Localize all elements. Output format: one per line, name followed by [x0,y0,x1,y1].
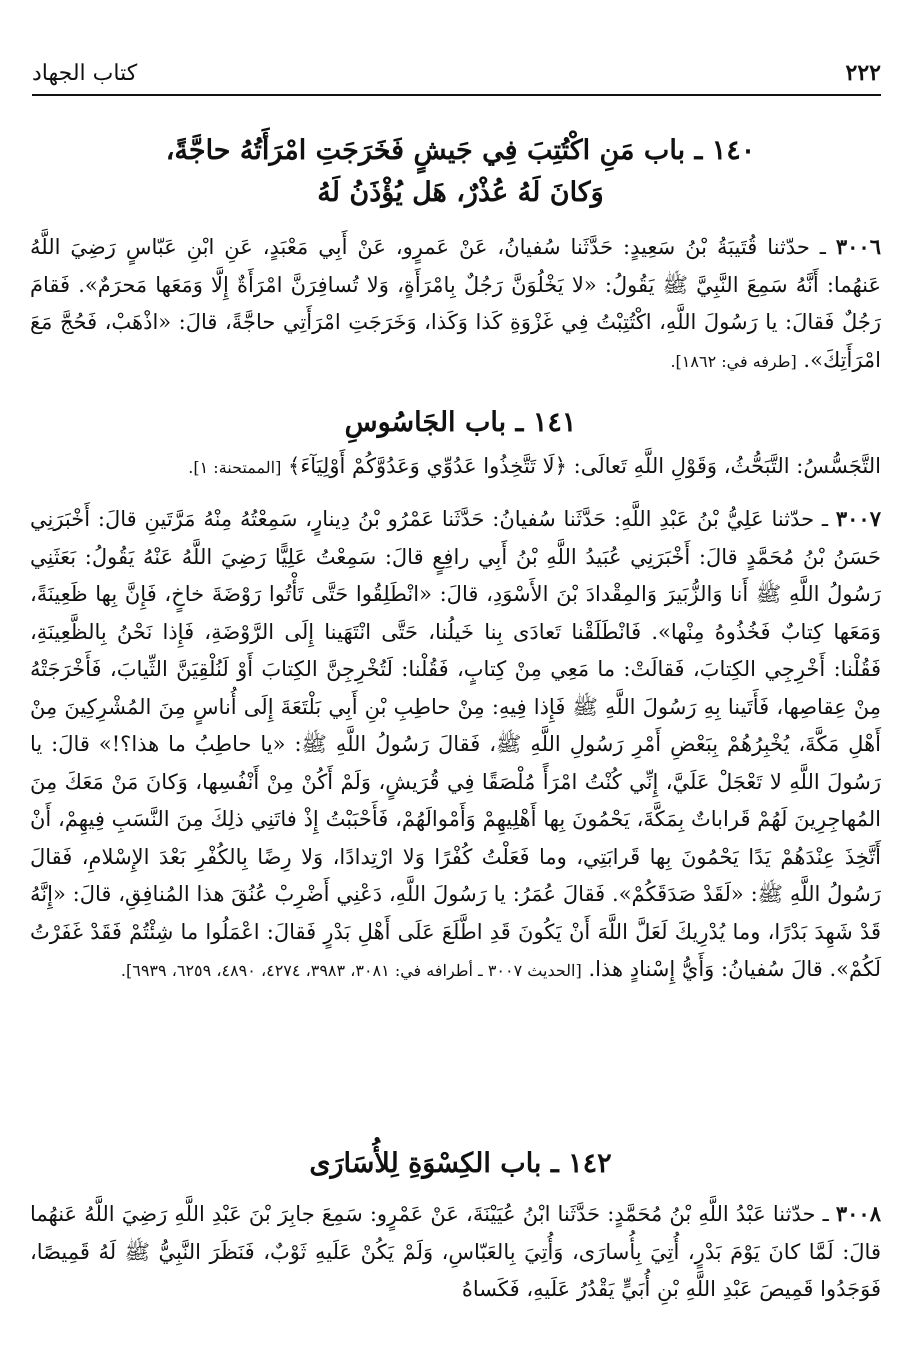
running-header [32,56,881,90]
hadith-3008 [30,1195,881,1309]
page-number: ٢٢٢ [845,60,881,86]
intro-reference: [الممتحنة: ١]. [188,458,282,477]
hadith-number: ٣٠٠٦ [835,234,881,259]
intro-text: التَّجَسُّسُ: التَّبَحُّثُ، وَقَوْلِ اللَّهِ تَعالَى: ﴿لَا تَتَّخِذُوا عَدُوِّي وَعَدُوَّكُمْ أَوْلِيَآءَ﴾ [288,454,881,478]
chapter-141-title: ١٤١ ـ باب الجَاسُوسِ [344,407,577,438]
chapter-140-title-line1: ١٤٠ ـ باب مَنِ اكْتُتِبَ فِي جَيشٍ فَخَرَجَتِ امْرَأَتُهُ حاجَّةً، [165,135,756,166]
header-rule [32,94,881,96]
chapter-141-heading [60,402,861,444]
hadith-number: ٣٠٠٨ [835,1201,881,1226]
book-title: كتاب الجهاد [32,60,138,86]
hadith-text: ـ حدّثنا عَبْدُ اللَّهِ بْنُ مُحَمَّدٍ: حَدَّثَنا ابْنُ عُيَيْنَةَ، عَنْ عَمْرٍو: سَمِعَ جابِرَ بْنَ عَبْدِ اللَّهِ رَضِيَ اللَّهُ عَنهُما قالَ: لَمَّا كانَ يَوْمَ بَدْرٍ، أُتِيَ بِأُسارَى، وَأُتِيَ بِالعَبّاسِ، وَلَمْ يَكُنْ عَلَيهِ ثَوْبٌ، فَنَظَرَ النَّبِيُّ ﷺ لَهُ قَمِيصًا، فَوَجَدُوا قَمِيصَ عَبْدِ اللَّهِ بْنِ أُبَيٍّ يَقْدُرُ عَلَيهِ، فَكَساهُ [30,1202,881,1301]
hadith-3006 [30,228,881,380]
chapter-140-title-line2: وَكانَ لَهُ عُذْرٌ، هَل يُؤْذَنُ لَهُ [317,177,604,208]
chapter-142-title: ١٤٢ ـ باب الكِسْوَةِ لِلأُسَارَى [309,1148,612,1179]
hadith-reference: [الحديث ٣٠٠٧ ـ أطرافه في: ٣٠٨١، ٣٩٨٣، ٤٢٧٤، ٤٨٩٠، ٦٢٥٩، ٦٩٣٩]. [120,961,582,980]
chapter-142-heading [60,1143,861,1185]
hadith-text: ـ حدّثنا عَلِيُّ بْنُ عَبْدِ اللَّهِ: حَدَّثَنا سُفيانُ: حَدَّثَنا عَمْرُو بْنُ دِينارٍ، سَمِعْتُهُ مِنْهُ مَرَّتَينِ قالَ: أَخْبَرَنِي حَسَنُ بْنُ مُحَمَّدٍ قالَ: أَخْبَرَنِي عُبَيدُ اللَّهِ بْنُ أَبِي رافِعٍ قالَ: سَمِعْتُ عَلِيًّا رَضِيَ اللَّهُ عَنْهُ يَقُولُ: بَعَثَنِي رَسُولُ اللَّهِ ﷺ أَنا وَالزُّبَيرَ وَالمِقْدادَ بْنَ الأَسْوَدِ، قالَ: «انْطَلِقُوا حَتَّى تَأْتُوا رَوْضَةَ خاخٍ، فَإِنَّ بِها ظَعِينَةً، وَمَعَها كِتابٌ فَخُذُوهُ مِنْها». فَانْطَلَقْنا تَعادَى بِنا خَيلُنا، حَتَّى انْتَهَينا إِلَى الرَّوْضَةِ، فَإِذا نَحْنُ بِالظَّعِينَةِ، فَقُلْنا: أَخْرِجِي الكِتابَ، فَقالَتْ: ما مَعِي مِنْ كِتابٍ، فَقُلْنا: لَتُخْرِجِنَّ الكِتابَ أَوْ لَنُلْقِيَنَّ الثِّيابَ، فَأَخْرَجَتْهُ مِنْ عِقاصِها، فَأَتَينا بِهِ رَسُولَ اللَّهِ ﷺ فَإِذا فِيهِ: مِنْ حاطِبِ بْنِ أَبِي بَلْتَعَةَ إِلَى أُناسٍ مِنَ المُشْرِكِينَ مِنْ أَهْلِ مَكَّةَ، يُخْبِرُهُمْ بِبَعْضِ أَمْرِ رَسُولِ اللَّهِ ﷺ، فَقالَ رَسُولُ اللَّهِ ﷺ: «يا حاطِبُ ما هذا؟!» قالَ: يا رَسُولَ اللَّهِ لا تَعْجَلْ عَلَيَّ، إِنِّي كُنْتُ امْرَأً مُلْصَقًا فِي قُرَيشٍ، وَلَمْ أَكُنْ مِنْ أَنْفُسِها، وَكانَ مَنْ مَعَكَ مِنَ المُهاجِرِينَ لَهُمْ قَراباتٌ بِمَكَّةَ، يَحْمُونَ بِها أَهْلِيهِمْ وَأَمْوالَهُمْ، فَأَحْبَبْتُ إِذْ فاتَنِي ذلِكَ مِنَ النَّسَبِ فِيهِمْ، أَنْ أَتَّخِذَ عِنْدَهُمْ يَدًا يَحْمُونَ بِها قَرابَتِي، وما فَعَلْتُ كُفْرًا وَلا ارْتِدادًا، وَلا رِضًا بِالكُفْرِ بَعْدَ الإِسْلامِ، فَقالَ رَسُولُ اللَّهِ ﷺ: «لَقَدْ صَدَقَكُمْ». فَقالَ عُمَرُ: يا رَسُولَ اللَّهِ، دَعْنِي أَضْرِبْ عُنُقَ هذا المُنافِقِ، قالَ: «إِنَّهُ قَدْ شَهِدَ بَدْرًا، وما يُدْرِيكَ لَعَلَّ اللَّهَ أَنْ يَكُونَ قَدِ اطَّلَعَ عَلَى أَهْلِ بَدْرٍ فَقالَ: اعْمَلُوا ما شِئْتُمْ فَقَدْ غَفَرْتُ لَكُمْ». قالَ سُفيانُ: وَأَيُّ إِسْنادٍ هذا. [30,507,881,981]
chapter-141-intro [30,448,881,487]
chapter-140-heading [60,130,861,214]
hadith-text: ـ حدّثنا قُتَيبَةُ بْنُ سَعِيدٍ: حَدَّثَنا سُفيانُ، عَنْ عَمرٍو، عَنْ أَبِي مَعْبَدٍ، عَنِ ابْنِ عَبّاسٍ رَضِيَ اللَّهُ عَنهُما: أَنَّهُ سَمِعَ النَّبِيَّ ﷺ يَقُولُ: «لا يَخْلُوَنَّ رَجُلٌ بِامْرَأَةٍ، وَلا تُسافِرَنَّ امْرَأَةٌ إِلَّا وَمَعَها مَحرَمٌ». فَقامَ رَجُلٌ فَقالَ: يا رَسُولَ اللَّهِ، اكْتُتِبْتُ فِي غَزْوَةِ كَذا وَكَذا، وَخَرَجَتِ امْرَأَتِي حاجَّةً، قالَ: «اذْهَبْ، فَحُجَّ مَعَ امْرَأَتِكَ». [30,235,881,372]
hadith-reference: [طرفه في: ١٨٦٢]. [670,351,797,371]
hadith-3007 [30,500,881,990]
hadith-number: ٣٠٠٧ [835,506,881,531]
